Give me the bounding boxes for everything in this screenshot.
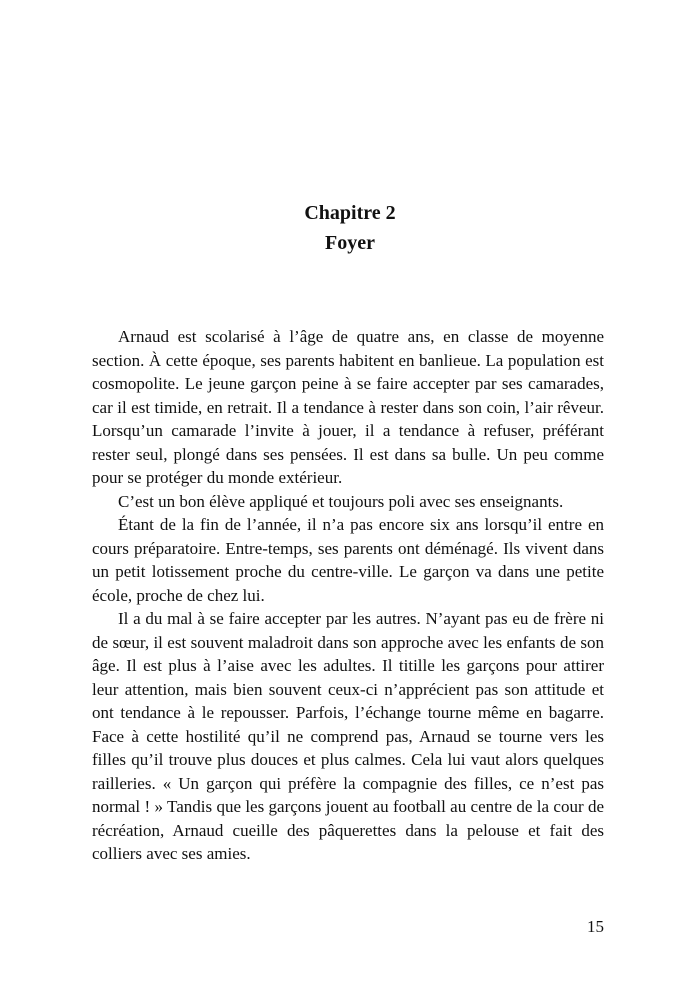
- chapter-heading: [0, 198, 700, 258]
- paragraph: C’est un bon élève appliqué et toujours poli avec ses enseignants.: [118, 491, 564, 511]
- chapter-label: Chapitre 2: [304, 202, 396, 224]
- paragraph: Arnaud est scolarisé à l’âge de quatre ans, en classe de moyenne section. À cette époque, ses parents habitent en banlieue. La population est cosmopolite. Le jeune garçon peine à se faire accepter par ses camarades, car il est timide, en retrait. Il a tendance à rester dans son coin, l’air rêveur. Lorsqu’un camarade l’invite à jouer, il a tendance à refuser, préférant rester seul, plongé dans ses pensées. Il est dans sa bulle. Un peu comme pour se protéger du monde extérieur.: [92, 327, 604, 487]
- paragraph: Étant de la fin de l’année, il n’a pas encore six ans lorsqu’il entre en cours préparatoire. Entre-temps, ses parents ont déménagé. Ils vivent dans un petit lotissement proche du centre-ville. Le garçon va dans une petite école, proche de chez lui.: [92, 515, 604, 605]
- paragraph: Il a du mal à se faire accepter par les autres. N’ayant pas eu de frère ni de sœur, il est souvent maladroit dans son approche avec les enfants de son âge. Il est plus à l’aise avec les adultes. Il titille les garçons pour attirer leur attention, mais bien souvent ceux-ci n’apprécient pas son attitude et ont tendance à le repousser. Parfois, l’échange tourne même en bagarre. Face à cette hostilité qu’il ne comprend pas, Arnaud se tourne vers les filles qu’il trouve plus douces et plus calmes. Cela lui vaut alors quelques railleries. « Un garçon qui préfère la compagnie des filles, ce n’est pas normal ! » Tandis que les garçons jouent au football au centre de la cour de récréation, Arnaud cueille des pâquerettes dans la pelouse et fait des colliers avec ses amies.: [92, 609, 604, 863]
- chapter-title: Foyer: [325, 232, 375, 254]
- page-number: 15: [587, 917, 604, 936]
- body-text: [92, 325, 604, 866]
